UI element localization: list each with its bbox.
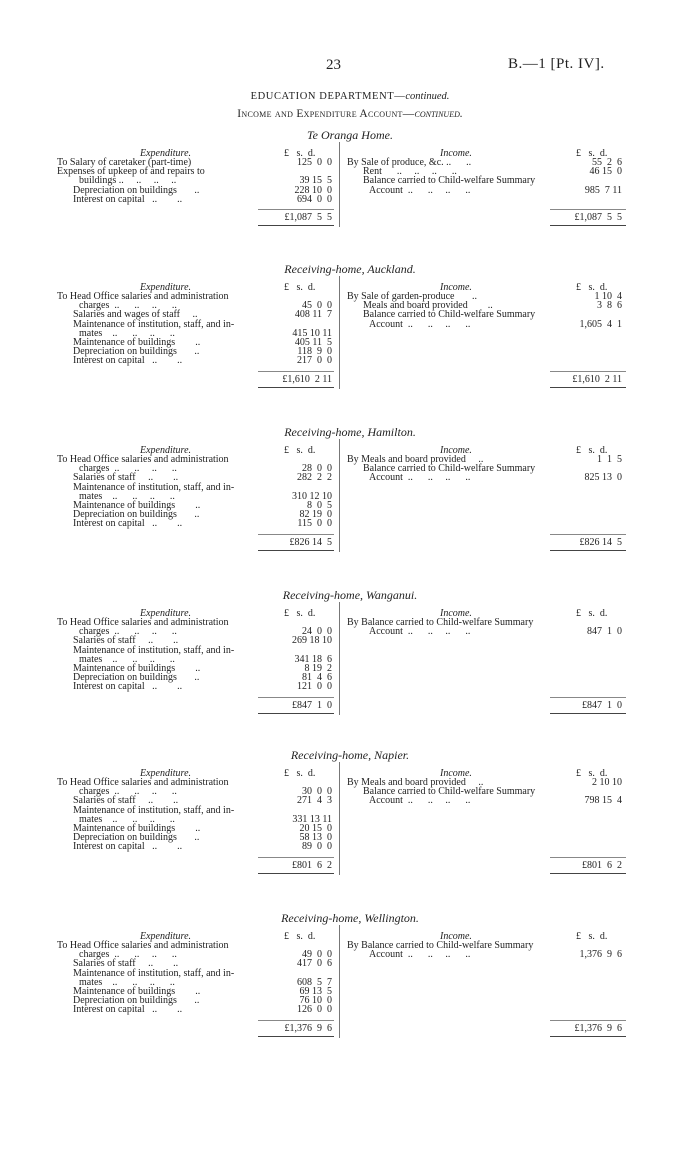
expenditure-line-amount: 81 4 6	[302, 672, 332, 684]
expenditure-line-label: mates .. .. .. ..	[79, 653, 175, 665]
expenditure-line-amount: 417 0 6	[297, 958, 332, 970]
income-line-amount: 55 2 6	[592, 157, 622, 168]
total-rule	[258, 534, 334, 535]
income-line-amount: 847 1 0	[587, 626, 622, 638]
department-name: EDUCATION DEPARTMENT—	[250, 91, 406, 102]
income-total: £801 6 2	[582, 859, 622, 871]
expenditure-line-amount: 694 0 0	[297, 193, 332, 205]
expenditure-line-label: Maintenance of institution, staff, and in-	[73, 804, 235, 816]
income-line-amount: 1,605 4 1	[579, 318, 622, 330]
income-line-amount: 3 8 6	[597, 300, 622, 312]
expenditure-line-amount: 331 13 11	[292, 813, 332, 825]
expenditure-line-amount: 310 12 10	[292, 490, 332, 502]
expenditure-line-amount: 30 0 0	[302, 786, 332, 798]
expenditure-line-amount: 126 0 0	[297, 1004, 332, 1016]
double-rule	[258, 225, 334, 226]
income-line-label: Account .. .. .. ..	[369, 472, 471, 484]
expenditure-line-amount: 608 5 7	[297, 976, 332, 988]
income-line-label: Account .. .. .. ..	[369, 184, 471, 196]
expenditure-line-label: Interest on capital .. ..	[73, 841, 183, 853]
expenditure-line-label: Maintenance of institution, staff, and in-	[73, 318, 235, 330]
expenditure-line-label: Maintenance of institution, staff, and in-	[73, 967, 235, 979]
income-line-label: By Sale of produce, &c. .. ..	[347, 157, 472, 168]
expenditure-line-label: Interest on capital .. ..	[73, 681, 183, 693]
account-section	[0, 128, 700, 268]
income-line-label: Balance carried to Child-welfare Summary	[363, 309, 536, 321]
section-title: Receiving-home, Napier.	[290, 748, 410, 762]
income-line-amount: 1,376 9 6	[579, 949, 622, 961]
expenditure-line-label: Maintenance of buildings ..	[73, 500, 201, 511]
expenditure-header: Expenditure.	[140, 608, 192, 619]
expenditure-line-label: charges .. .. .. ..	[79, 786, 177, 798]
account-section	[0, 262, 700, 402]
expenditure-line-amount: 228 10 0	[294, 184, 332, 196]
expenditure-line-label: Expenses of upkeep of and repairs to	[57, 166, 205, 178]
expenditure-line-amount: 408 11 7	[294, 309, 332, 321]
column-divider	[339, 762, 340, 875]
expenditure-line-label: Depreciation on buildings ..	[73, 346, 200, 358]
currency-header: £ s. d.	[284, 608, 316, 619]
expenditure-line-label: Interest on capital .. ..	[73, 1004, 183, 1016]
currency-header: £ s. d.	[576, 282, 608, 293]
expenditure-line-label: Interest on capital .. ..	[73, 355, 183, 367]
expenditure-line-amount: 76 10 0	[299, 995, 332, 1007]
account-section	[0, 425, 700, 565]
expenditure-line-label: mates .. .. .. ..	[79, 490, 175, 502]
income-line-amount: 798 15 4	[584, 795, 622, 807]
income-line-label: Balance carried to Child-welfare Summary	[363, 786, 536, 798]
column-divider	[339, 439, 340, 552]
section-title: Receiving-home, Auckland.	[284, 262, 416, 276]
expenditure-line-amount: 89 0 0	[302, 841, 332, 853]
income-header: Income.	[440, 445, 472, 456]
income-header: Income.	[440, 148, 472, 159]
expenditure-line-amount: 118 9 0	[297, 346, 332, 358]
income-line-amount: 825 13 0	[584, 472, 622, 484]
income-line-label: Balance carried to Child-welfare Summary	[363, 463, 536, 475]
expenditure-line-label: To Salary of caretaker (part-time)	[57, 157, 192, 168]
double-rule	[258, 550, 334, 551]
total-rule	[550, 209, 626, 210]
currency-header: £ s. d.	[284, 282, 316, 293]
expenditure-line-label: mates .. .. .. ..	[79, 813, 175, 825]
expenditure-line-label: Depreciation on buildings ..	[73, 832, 200, 844]
section-title: Receiving-home, Wanganui.	[282, 588, 418, 602]
income-total: £1,610 2 11	[572, 373, 622, 385]
expenditure-line-label: charges .. .. .. ..	[79, 463, 177, 475]
expenditure-line-label: buildings .. .. .. ..	[79, 175, 177, 187]
expenditure-header: Expenditure.	[140, 445, 192, 456]
expenditure-line-amount: 115 0 0	[297, 518, 332, 530]
expenditure-line-label: Maintenance of institution, staff, and in-	[73, 644, 235, 656]
section-title: Receiving-home, Wellington.	[281, 911, 419, 925]
income-line-label: By Balance carried to Child-welfare Summary	[347, 617, 534, 628]
expenditure-line-amount: 8 19 2	[304, 663, 332, 674]
section-title: Te Oranga Home.	[307, 128, 393, 142]
expenditure-line-amount: 28 0 0	[302, 463, 332, 475]
total-rule	[258, 857, 334, 858]
expenditure-line-label: mates .. .. .. ..	[79, 976, 175, 988]
double-rule	[550, 387, 626, 388]
expenditure-line-label: Salaries and wages of staff ..	[73, 309, 198, 321]
expenditure-line-label: Maintenance of buildings ..	[73, 823, 201, 834]
expenditure-line-label: Salaries of staff .. ..	[73, 958, 179, 970]
currency-header: £ s. d.	[284, 148, 316, 159]
double-rule	[550, 713, 626, 714]
expenditure-line-label: Depreciation on buildings ..	[73, 184, 200, 196]
account-continued: continued.	[414, 108, 463, 120]
expenditure-line-label: Maintenance of buildings ..	[73, 337, 201, 348]
expenditure-line-amount: 415 10 11	[292, 327, 332, 339]
income-line-label: By Meals and board provided ..	[347, 454, 484, 465]
income-line-amount: 1 1 5	[597, 454, 622, 465]
double-rule	[258, 1036, 334, 1037]
double-rule	[258, 387, 334, 388]
income-line-amount: 985 7 11	[584, 184, 622, 196]
total-rule	[258, 209, 334, 210]
income-line-amount: 1 10 4	[594, 291, 622, 302]
total-rule	[258, 1020, 334, 1021]
expenditure-total: £847 1 0	[292, 699, 332, 711]
expenditure-line-amount: 269 18 10	[292, 635, 332, 647]
double-rule	[550, 550, 626, 551]
column-divider	[339, 142, 340, 227]
expenditure-line-amount: 49 0 0	[302, 949, 332, 961]
currency-header: £ s. d.	[576, 931, 608, 942]
total-rule	[550, 1020, 626, 1021]
expenditure-line-label: Maintenance of institution, staff, and in-	[73, 481, 235, 493]
expenditure-header: Expenditure.	[140, 768, 192, 779]
expenditure-total: £1,376 9 6	[284, 1022, 332, 1034]
expenditure-line-label: Maintenance of buildings ..	[73, 986, 201, 997]
income-line-amount: 2 10 10	[592, 777, 622, 788]
income-line-label: Rent .. .. .. ..	[363, 166, 457, 178]
page-number: 23	[326, 57, 341, 73]
income-header: Income.	[440, 282, 472, 293]
expenditure-line-label: Depreciation on buildings ..	[73, 672, 200, 684]
income-line-label: Account .. .. .. ..	[369, 795, 471, 807]
total-rule	[258, 697, 334, 698]
page-reference: B.—1 [Pt. IV].	[508, 56, 605, 72]
total-rule	[550, 697, 626, 698]
expenditure-line-amount: 341 18 6	[294, 653, 332, 665]
expenditure-line-amount: 125 0 0	[297, 157, 332, 168]
total-rule	[550, 371, 626, 372]
expenditure-line-amount: 24 0 0	[302, 626, 332, 638]
double-rule	[550, 225, 626, 226]
currency-header: £ s. d.	[576, 445, 608, 456]
expenditure-line-label: To Head Office salaries and administration	[57, 291, 229, 302]
expenditure-line-label: charges .. .. .. ..	[79, 300, 177, 312]
expenditure-line-amount: 39 15 5	[299, 175, 332, 187]
income-total: £847 1 0	[582, 699, 622, 711]
expenditure-line-label: Depreciation on buildings ..	[73, 995, 200, 1007]
currency-header: £ s. d.	[284, 445, 316, 456]
expenditure-total: £826 14 5	[289, 536, 332, 548]
income-line-label: By Meals and board provided ..	[347, 777, 484, 788]
income-line-amount: 46 15 0	[589, 166, 622, 178]
expenditure-line-label: charges .. .. .. ..	[79, 626, 177, 638]
income-line-label: By Sale of garden-produce ..	[347, 291, 477, 302]
account-heading	[0, 108, 700, 120]
section-title: Receiving-home, Hamilton.	[284, 425, 416, 439]
expenditure-header: Expenditure.	[140, 931, 192, 942]
income-line-label: Account .. .. .. ..	[369, 318, 471, 330]
expenditure-line-amount: 20 15 0	[299, 823, 332, 834]
double-rule	[258, 873, 334, 874]
column-divider	[339, 925, 340, 1038]
expenditure-line-label: To Head Office salaries and administration	[57, 940, 229, 951]
department-heading	[0, 91, 700, 102]
total-rule	[258, 371, 334, 372]
expenditure-line-label: Interest on capital .. ..	[73, 193, 183, 205]
currency-header: £ s. d.	[576, 148, 608, 159]
expenditure-line-amount: 69 13 5	[299, 986, 332, 997]
expenditure-line-label: Maintenance of buildings ..	[73, 663, 201, 674]
column-divider	[339, 602, 340, 715]
double-rule	[550, 1036, 626, 1037]
expenditure-total: £1,610 2 11	[282, 373, 332, 385]
expenditure-line-label: mates .. .. .. ..	[79, 327, 175, 339]
column-divider	[339, 276, 340, 389]
expenditure-line-amount: 82 19 0	[299, 509, 332, 521]
expenditure-line-amount: 405 11 5	[294, 337, 332, 348]
currency-header: £ s. d.	[576, 608, 608, 619]
account-section	[0, 748, 700, 888]
total-rule	[550, 534, 626, 535]
expenditure-line-label: Salaries of staff .. ..	[73, 472, 179, 484]
income-total: £1,087 5 5	[574, 212, 622, 223]
expenditure-line-label: To Head Office salaries and administration	[57, 617, 229, 628]
income-header: Income.	[440, 931, 472, 942]
expenditure-line-label: Interest on capital .. ..	[73, 518, 183, 530]
double-rule	[550, 873, 626, 874]
income-header: Income.	[440, 768, 472, 779]
currency-header: £ s. d.	[284, 931, 316, 942]
expenditure-line-amount: 217 0 0	[297, 355, 332, 367]
expenditure-header: Expenditure.	[140, 282, 192, 293]
currency-header: £ s. d.	[284, 768, 316, 779]
income-line-label: By Balance carried to Child-welfare Summary	[347, 940, 534, 951]
income-line-label: Balance carried to Child-welfare Summary	[363, 175, 536, 187]
income-line-label: Account .. .. .. ..	[369, 949, 471, 961]
expenditure-line-amount: 58 13 0	[299, 832, 332, 844]
expenditure-line-label: Salaries of staff .. ..	[73, 635, 179, 647]
expenditure-line-label: To Head Office salaries and administration	[57, 454, 229, 465]
income-line-label: Account .. .. .. ..	[369, 626, 471, 638]
income-total: £826 14 5	[579, 536, 622, 548]
expenditure-line-amount: 271 4 3	[297, 795, 332, 807]
expenditure-line-label: Salaries of staff .. ..	[73, 795, 179, 807]
income-header: Income.	[440, 608, 472, 619]
expenditure-line-amount: 45 0 0	[302, 300, 332, 312]
expenditure-header: Expenditure.	[140, 148, 192, 159]
expenditure-total: £801 6 2	[292, 859, 332, 871]
account-section	[0, 588, 700, 728]
expenditure-line-amount: 8 0 5	[307, 500, 332, 511]
expenditure-line-label: To Head Office salaries and administration	[57, 777, 229, 788]
income-total: £1,376 9 6	[574, 1022, 622, 1034]
expenditure-line-label: Depreciation on buildings ..	[73, 509, 200, 521]
double-rule	[258, 713, 334, 714]
total-rule	[550, 857, 626, 858]
department-continued: continued.	[405, 91, 450, 102]
expenditure-line-label: charges .. .. .. ..	[79, 949, 177, 961]
account-section	[0, 911, 700, 1051]
account-title: Income and Expenditure Account—	[237, 108, 415, 120]
expenditure-line-amount: 121 0 0	[297, 681, 332, 693]
currency-header: £ s. d.	[576, 768, 608, 779]
income-line-label: Meals and board provided ..	[363, 300, 493, 312]
expenditure-total: £1,087 5 5	[284, 212, 332, 223]
expenditure-line-amount: 282 2 2	[297, 472, 332, 484]
